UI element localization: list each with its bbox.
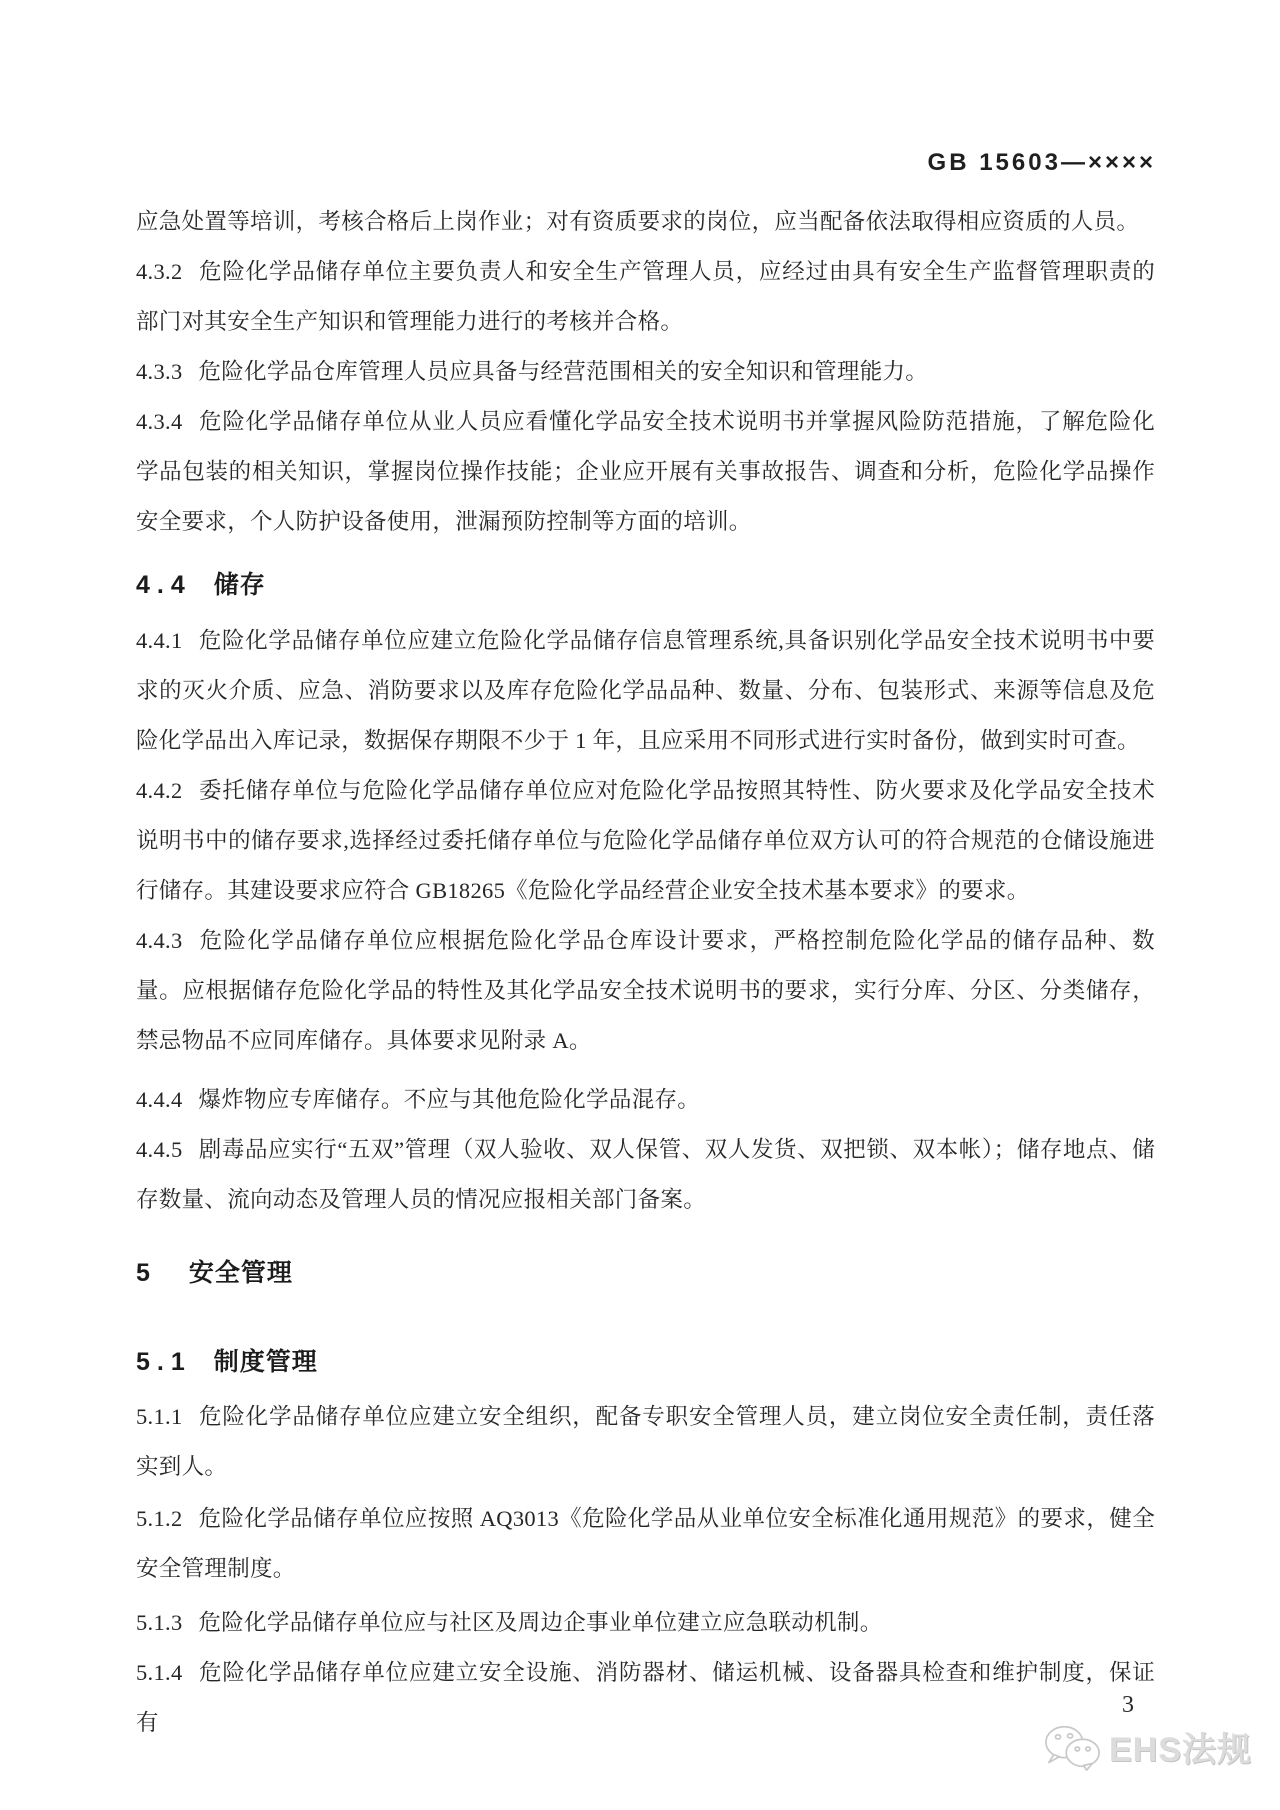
clause-text: 危险化学品储存单位应与社区及周边企事业单位建立应急联动机制。 (198, 1610, 883, 1635)
clause-text: 爆炸物应专库储存。不应与其他危险化学品混存。 (198, 1087, 701, 1112)
clause-text: 危险化学品储存单位主要负责人和安全生产管理人员，应经过由具有安全生产监督管理职责的部门对其安全生产知识和管理能力进行的考核并合格。 (136, 259, 1155, 334)
clause-number: 4.4.5 (136, 1137, 183, 1162)
clause-text: 剧毒品应实行“五双”管理（双人验收、双人保管、双人发货、双把锁、双本帐）；储存地点、储存数量、流向动态及管理人员的情况应报相关部门备案。 (136, 1137, 1155, 1212)
standard-code-header: GB 15603—×××× (927, 149, 1156, 176)
section-4-4-heading (136, 560, 1155, 610)
wechat-icon (1044, 1723, 1102, 1771)
section-title: 储存 (213, 571, 266, 599)
clause-text: 应急处置等培训，考核合格后上岗作业；对有资质要求的岗位，应当配备依法取得相应资质的人员。 (136, 209, 1140, 234)
clause-number: 4.4.3 (136, 928, 183, 953)
clause-text: 危险化学品储存单位从业人员应看懂化学品安全技术说明书并掌握风险防范措施，了解危险化学品包装的相关知识，掌握岗位操作技能；企业应开展有关事故报告、调查和分析，危险化学品操作安全要求，个人防护设备使用，泄漏预防控制等方面的培训。 (136, 409, 1155, 534)
section-title: 制度管理 (213, 1348, 318, 1376)
clause-number: 5.1.3 (136, 1610, 183, 1635)
clause-text: 危险化学品仓库管理人员应具备与经营范围相关的安全知识和管理能力。 (198, 359, 929, 384)
clause-4-4-3 (136, 916, 1155, 1066)
chapter-5-heading (136, 1248, 1155, 1298)
section-number: 4.4 (136, 571, 192, 599)
clause-text: 危险化学品储存单位应建立安全设施、消防器材、储运机械、设备器具检查和维护制度，保证有 (136, 1660, 1155, 1735)
page-number: 3 (1122, 1692, 1134, 1718)
clause-4-4-2 (136, 766, 1155, 916)
document-body (136, 197, 1155, 1748)
watermark (1044, 1722, 1252, 1771)
clause-number: 5.1.4 (136, 1660, 183, 1685)
chapter-title: 安全管理 (188, 1259, 293, 1287)
clause-number: 4.4.4 (136, 1087, 183, 1112)
clause-4-4-1 (136, 616, 1155, 766)
clause-5-1-2 (136, 1494, 1155, 1594)
clause-number: 4.4.2 (136, 778, 183, 803)
clause-text: 危险化学品储存单位应按照 AQ3013《危险化学品从业单位安全标准化通用规范》的要求，健全安全管理制度。 (136, 1506, 1155, 1581)
clause-5-1-1 (136, 1392, 1155, 1492)
clause-5-1-4 (136, 1648, 1155, 1748)
clause-4-4-4 (136, 1075, 1155, 1125)
clause-text: 危险化学品储存单位应建立安全组织，配备专职安全管理人员，建立岗位安全责任制，责任落实到人。 (136, 1404, 1155, 1479)
clause-4-3-2 (136, 247, 1155, 347)
clause-text: 危险化学品储存单位应建立危险化学品储存信息管理系统,具备识别化学品安全技术说明书中要求的灭火介质、应急、消防要求以及库存危险化学品品种、数量、分布、包装形式、来源等信息及危险化学品出入库记录，数据保存期限不少于 1 年，且应采用不同形式进行实时备份，做到实时可查。 (136, 628, 1155, 753)
clause-5-1-3 (136, 1598, 1155, 1648)
clause-number: 4.3.4 (136, 409, 183, 434)
clause-number: 5.1.1 (136, 1404, 183, 1429)
clause-number: 4.4.1 (136, 628, 183, 653)
clause-number: 4.3.3 (136, 359, 183, 384)
watermark-brand-text: EHS法规 (1109, 1731, 1252, 1769)
clause-text: 委托储存单位与危险化学品储存单位应对危险化学品按照其特性、防火要求及化学品安全技术说明书中的储存要求,选择经过委托储存单位与危险化学品储存单位双方认可的符合规范的仓储设施进行储存。其建设要求应符合 GB18265《危险化学品经营企业安全技术基本要求》的要求。 (136, 778, 1155, 903)
continuation-paragraph (136, 197, 1155, 247)
clause-number: 5.1.2 (136, 1506, 183, 1531)
clause-4-3-3 (136, 347, 1155, 397)
section-number: 5.1 (136, 1348, 192, 1376)
clause-number: 4.3.2 (136, 259, 183, 284)
section-5-1-heading (136, 1337, 1155, 1387)
clause-4-4-5 (136, 1125, 1155, 1225)
clause-4-3-4 (136, 397, 1155, 547)
clause-text: 危险化学品储存单位应根据危险化学品仓库设计要求，严格控制危险化学品的储存品种、数量。应根据储存危险化学品的特性及其化学品安全技术说明书的要求，实行分库、分区、分类储存，禁忌物品不应同库储存。具体要求见附录 A。 (136, 928, 1155, 1053)
chapter-number: 5 (136, 1259, 157, 1287)
